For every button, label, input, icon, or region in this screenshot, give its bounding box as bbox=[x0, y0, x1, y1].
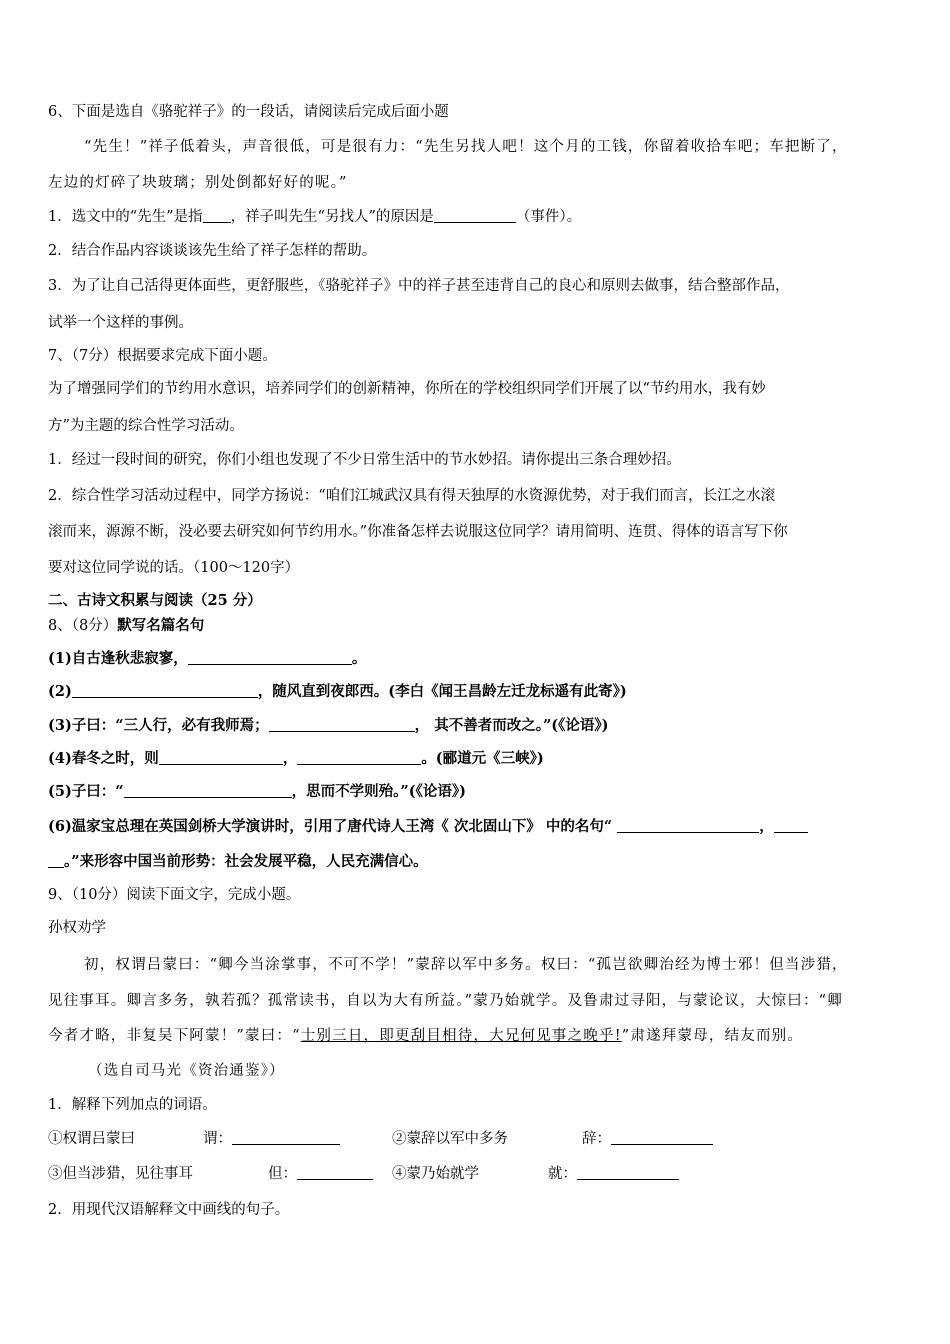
q8-line1 bbox=[48, 649, 366, 669]
q9-sub2: 2．用现代汉语解释文中画线的句子。 bbox=[48, 1202, 290, 1218]
q9-word1-blank[interactable] bbox=[232, 1130, 340, 1145]
q8-blank2[interactable] bbox=[72, 683, 258, 698]
q9-word3: ③但当涉猎，见往事耳 bbox=[48, 1166, 193, 1182]
q9-word2-answer bbox=[582, 1129, 713, 1149]
q9-word1: ①权谓吕蒙曰 bbox=[48, 1131, 135, 1147]
q8-line2-num: (2) bbox=[48, 683, 72, 700]
q9-passage-title: 孙权劝学 bbox=[48, 920, 106, 936]
q8-line4-comma: ， bbox=[282, 750, 298, 767]
q9-passage-line1: 初，权谓吕蒙曰：“卿今当涂掌事，不可不学！”蒙辞以军中多务。权曰：“孤岂欲卿治经为博士邪！但当涉猎， bbox=[84, 957, 848, 973]
q9-underlined-sentence: 士别三日，即更刮目相待，大兄何见事之晚乎! bbox=[300, 1028, 622, 1044]
q6-passage-line2: 左边的灯碎了块玻璃；别处倒都好好的呢。” bbox=[48, 175, 348, 191]
q8-line5-end: ，思而不学则殆。”(《论语》) bbox=[291, 783, 466, 800]
q9-passage-line3-a: 今者才略，非复吴下阿蒙！”蒙曰：“ bbox=[48, 1028, 301, 1044]
q8-line3-end: ， 其不善者而改之。”(《论语》) bbox=[414, 717, 609, 734]
q7-title: 7、（7分）根据要求完成下面小题。 bbox=[48, 348, 277, 364]
q9-word3-answer bbox=[268, 1164, 373, 1184]
q8-blank1[interactable] bbox=[188, 650, 352, 665]
q8-line4-end: 。(郦道元《三峡》) bbox=[421, 750, 544, 767]
q8-line6-text: (6)温家宝总理在英国剑桥大学演讲时，引用了唐代诗人王湾《 次北固山下》 中的名句“ bbox=[48, 818, 618, 835]
q8-line6 bbox=[48, 817, 808, 837]
q8-line4 bbox=[48, 749, 544, 769]
q6-passage-line1: “先生！”祥子低着头，声音很低，可是很有力：“先生另找人吧！这个月的工钱，你留着收拾车吧；车把断了， bbox=[84, 139, 848, 155]
q8-line6-cont bbox=[48, 852, 428, 872]
q8-blank6a[interactable] bbox=[617, 818, 759, 833]
q7-sub2-line2: 滚而来，源源不断，没必要去研究如何节约用水。”你准备怎样去说服这位同学？请用简明、连贯、得体的语言写下你 bbox=[48, 524, 788, 540]
q8-line2 bbox=[48, 682, 627, 702]
q7-sub2-line1: 2．综合性学习活动过程中，同学方扬说：“咱们江城武汉具有得天独厚的水资源优势，对于我们而言，长江之水滚 bbox=[48, 488, 776, 504]
q6-sub1-blank2[interactable] bbox=[434, 208, 516, 223]
q8-line5-text: (5)子曰：“ bbox=[48, 783, 124, 800]
q9-passage-line3 bbox=[48, 1026, 803, 1046]
q8-blank4a[interactable] bbox=[159, 750, 283, 765]
q8-line3 bbox=[48, 716, 609, 736]
q8-title-score: 8、（8分） bbox=[48, 618, 118, 634]
q9-word4-blank[interactable] bbox=[577, 1165, 679, 1180]
q6-sub1-text-b: ，祥子叫先生“另找人”的原因是 bbox=[230, 209, 434, 225]
q9-passage-line3-b: ”肃遂拜蒙母，结友而别。 bbox=[621, 1028, 804, 1044]
q9-word2-label: 辞： bbox=[582, 1131, 611, 1147]
q9-word2-blank[interactable] bbox=[611, 1130, 713, 1145]
q8-blank6b-cont[interactable] bbox=[48, 853, 64, 868]
q8-line6-end: 。”来形容中国当前形势：社会发展平稳，人民充满信心。 bbox=[64, 853, 428, 870]
q8-title bbox=[48, 616, 204, 636]
q7-sub1: 1．经过一段时间的研究，你们小组也发现了不少日常生活中的节水妙招。请你提出三条合理妙招。 bbox=[48, 452, 681, 468]
q8-title-text: 默写名篇名句 bbox=[117, 617, 205, 634]
q6-sub3-line1: 3．为了让自己活得更体面些，更舒服些，《骆驼祥子》中的祥子甚至违背自己的良心和原则去做事，结合整部作品， bbox=[48, 278, 790, 294]
q8-blank6b[interactable] bbox=[774, 818, 808, 833]
q9-word1-answer bbox=[203, 1129, 340, 1149]
q6-title: 6、下面是选自《骆驼祥子》的一段话，请阅读后完成后面小题 bbox=[48, 104, 449, 120]
q7-intro-line1: 为了增强同学们的节约用水意识，培养同学们的创新精神，你所在的学校组织同学们开展了以“节约用水，我有妙 bbox=[48, 381, 766, 397]
q8-line4-text: (4)春冬之时，则 bbox=[48, 750, 159, 767]
q6-sub1-text-c: （事件）。 bbox=[515, 209, 582, 225]
q6-sub1-blank1[interactable] bbox=[203, 208, 231, 223]
q8-line3-text: (3)子曰：“三人行，必有我师焉； bbox=[48, 717, 269, 734]
q9-passage-line2: 见往事耳。卿言多务，孰若孤？孤常读书，自以为大有所益。”蒙乃始就学。及鲁肃过寻阳，与蒙论议，大惊曰：“卿 bbox=[48, 993, 843, 1009]
q8-line6-comma: ， bbox=[759, 818, 774, 835]
q9-word3-label: 但： bbox=[268, 1166, 297, 1182]
q9-word4-answer bbox=[548, 1164, 679, 1184]
q9-word3-blank[interactable] bbox=[297, 1165, 373, 1180]
q8-line1-text: (1)自古逢秋悲寂寥， bbox=[48, 650, 188, 667]
q9-source: （选自司马光《资治通鉴》） bbox=[88, 1063, 285, 1079]
q9-word4: ④蒙乃始就学 bbox=[392, 1166, 479, 1182]
q8-line2-text: ，随风直到夜郎西。(李白《闻王昌龄左迁龙标遥有此寄》) bbox=[257, 683, 627, 700]
q8-blank3[interactable] bbox=[269, 717, 415, 732]
q9-word4-label: 就： bbox=[548, 1166, 577, 1182]
q6-sub1-text-a: 1．选文中的“先生”是指 bbox=[48, 209, 203, 225]
q8-line5 bbox=[48, 782, 466, 802]
q7-intro-line2: 方”为主题的综合性学习活动。 bbox=[48, 418, 244, 434]
q8-blank5[interactable] bbox=[124, 783, 292, 798]
q6-sub2: 2．结合作品内容谈谈该先生给了祥子怎样的帮助。 bbox=[48, 243, 377, 259]
q7-sub2-line3: 要对这位同学说的话。（100～120字） bbox=[48, 560, 300, 576]
q9-word2: ②蒙辞以军中多务 bbox=[392, 1131, 508, 1147]
section2-title: 二、古诗文积累与阅读（25 分） bbox=[48, 592, 262, 609]
q8-line1-end: 。 bbox=[351, 650, 367, 667]
q6-sub1 bbox=[48, 207, 581, 227]
q9-sub1: 1．解释下列加点的词语。 bbox=[48, 1097, 217, 1113]
q6-sub3-line2: 试举一个这样的事例。 bbox=[48, 315, 193, 331]
q9-title: 9、（10分）阅读下面文字，完成小题。 bbox=[48, 887, 301, 903]
q8-blank4b[interactable] bbox=[297, 750, 421, 765]
q9-word1-label: 谓： bbox=[203, 1131, 232, 1147]
